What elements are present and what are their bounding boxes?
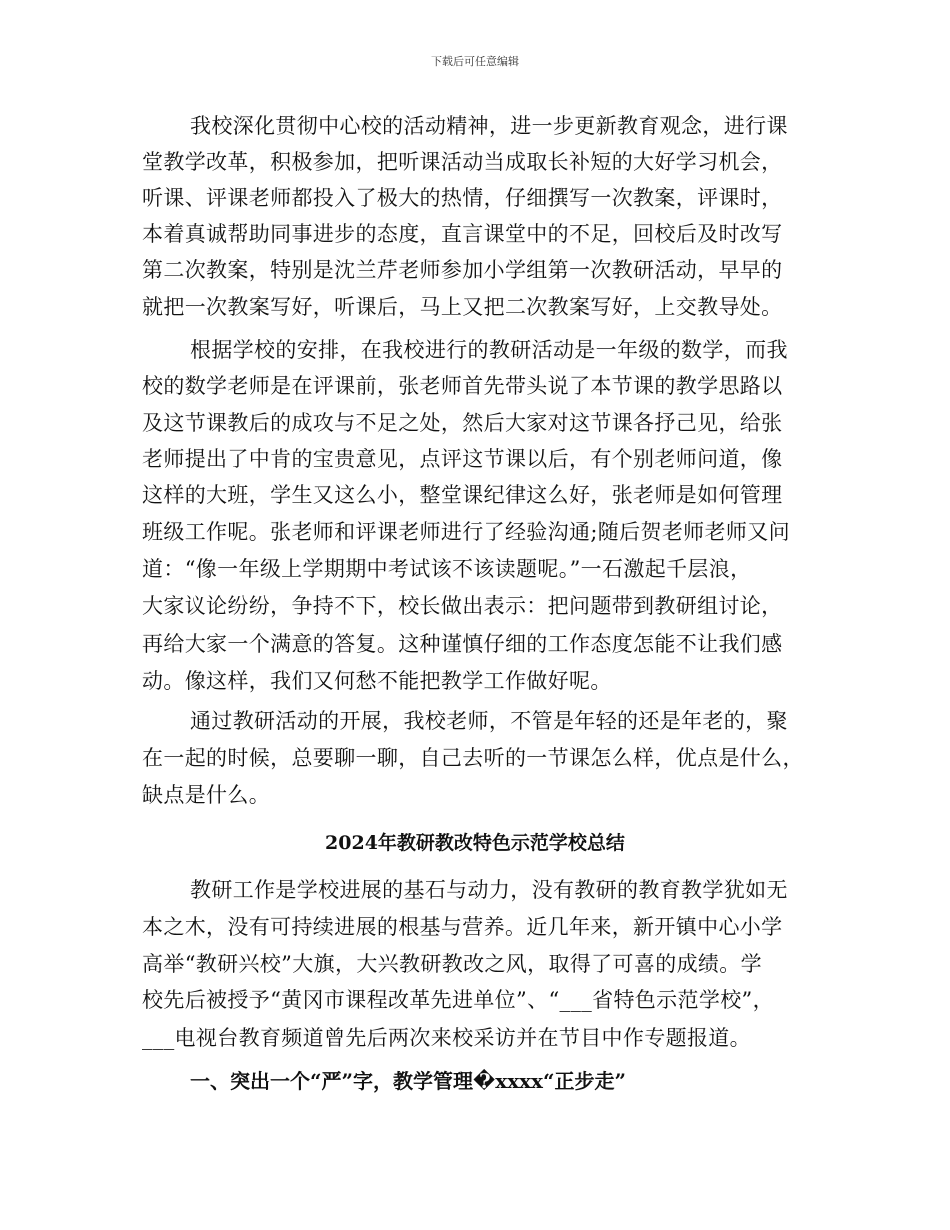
paragraph-3-line-2: 在一起的时候，总要聊一聊，自己去听的一节课怎么样，优点是什么， xyxy=(142,746,804,770)
section-paragraph-line-2: 本之木，没有可持续进展的根基与营养。近几年来，新开镇中心小学 xyxy=(142,915,783,939)
paragraph-2-line-4: 老师提出了中肯的宝贵意见，点评这节课以后，有个别老师问道，像 xyxy=(142,447,783,471)
paragraph-1-line-2: 堂教学改革，积极参加，把听课活动当成取长补短的大好学习机会， xyxy=(142,150,783,174)
header-note: 下载后可任意编辑 xyxy=(431,55,519,68)
paragraph-2-line-3: 及这节课教后的成攻与不足之处，然后大家对这节课各抒己见，给张 xyxy=(142,411,783,435)
paragraph-1-line-1: 我校深化贯彻中心校的活动精神，进一步更新教育观念，进行课 xyxy=(190,114,788,138)
paragraph-2-line-6: 班级工作呢。张老师和评课老师进行了经验沟通;随后贺老师老师又问 xyxy=(142,520,790,544)
paragraph-2-line-2: 校的数学老师是在评课前，张老师首先带头说了本节课的教学思路以 xyxy=(142,374,783,398)
section-paragraph-line-5: ___电视台教育频道曾先后两次来校采访并在节目中作专题报道。 xyxy=(142,1026,751,1050)
subheading: 一、突出一个“严”字，教学管理�xxxx“正步走” xyxy=(190,1069,626,1093)
paragraph-2-line-8: 大家议论纷纷，争持不下，校长做出表示：把问题带到教研组讨论， xyxy=(142,594,783,618)
paragraph-1-line-5: 第二次教案，特别是沈兰芹老师参加小学组第一次教研活动，早早的 xyxy=(142,258,783,282)
section-paragraph-line-3: 高举“教研兴校”大旗，大兴教研教改之风，取得了可喜的成绩。学 xyxy=(142,952,762,976)
paragraph-1-line-4: 本着真诚帮助同事进步的态度，直言课堂中的不足，回校后及时改写 xyxy=(142,222,783,246)
paragraph-3-line-3: 缺点是什么。 xyxy=(142,783,271,807)
section-title: 2024年教研教改特色示范学校总结 xyxy=(325,832,625,854)
paragraph-2-line-9: 再给大家一个满意的答复。这种谨慎仔细的工作态度怎能不让我们感 xyxy=(142,632,783,656)
section-paragraph-line-1: 教研工作是学校进展的基石与动力，没有教研的教育教学犹如无 xyxy=(190,878,788,902)
paragraph-2-line-5: 这样的大班，学生又这么小，整堂课纪律这么好，张老师是如何管理 xyxy=(142,483,783,507)
section-paragraph-line-4: 校先后被授予“黄冈市课程改革先进单位”、“___省特色示范学校”， xyxy=(142,988,774,1012)
paragraph-1-line-6: 就把一次教案写好，听课后，马上又把二次教案写好，上交教导处。 xyxy=(142,295,783,319)
paragraph-2-line-1: 根据学校的安排，在我校进行的教研活动是一年级的数学，而我 xyxy=(190,338,788,362)
paragraph-3-line-1: 通过教研活动的开展，我校老师，不管是年轻的还是年老的，聚 xyxy=(190,709,788,733)
paragraph-2-line-7: 道：“像一年级上学期期中考试该不该读题呢。”一石激起千层浪， xyxy=(142,557,752,581)
paragraph-2-line-10: 动。像这样，我们又何愁不能把教学工作做好呢。 xyxy=(142,669,612,693)
paragraph-1-line-3: 听课、评课老师都投入了极大的热情，仔细撰写一次教案，评课时， xyxy=(142,186,783,210)
